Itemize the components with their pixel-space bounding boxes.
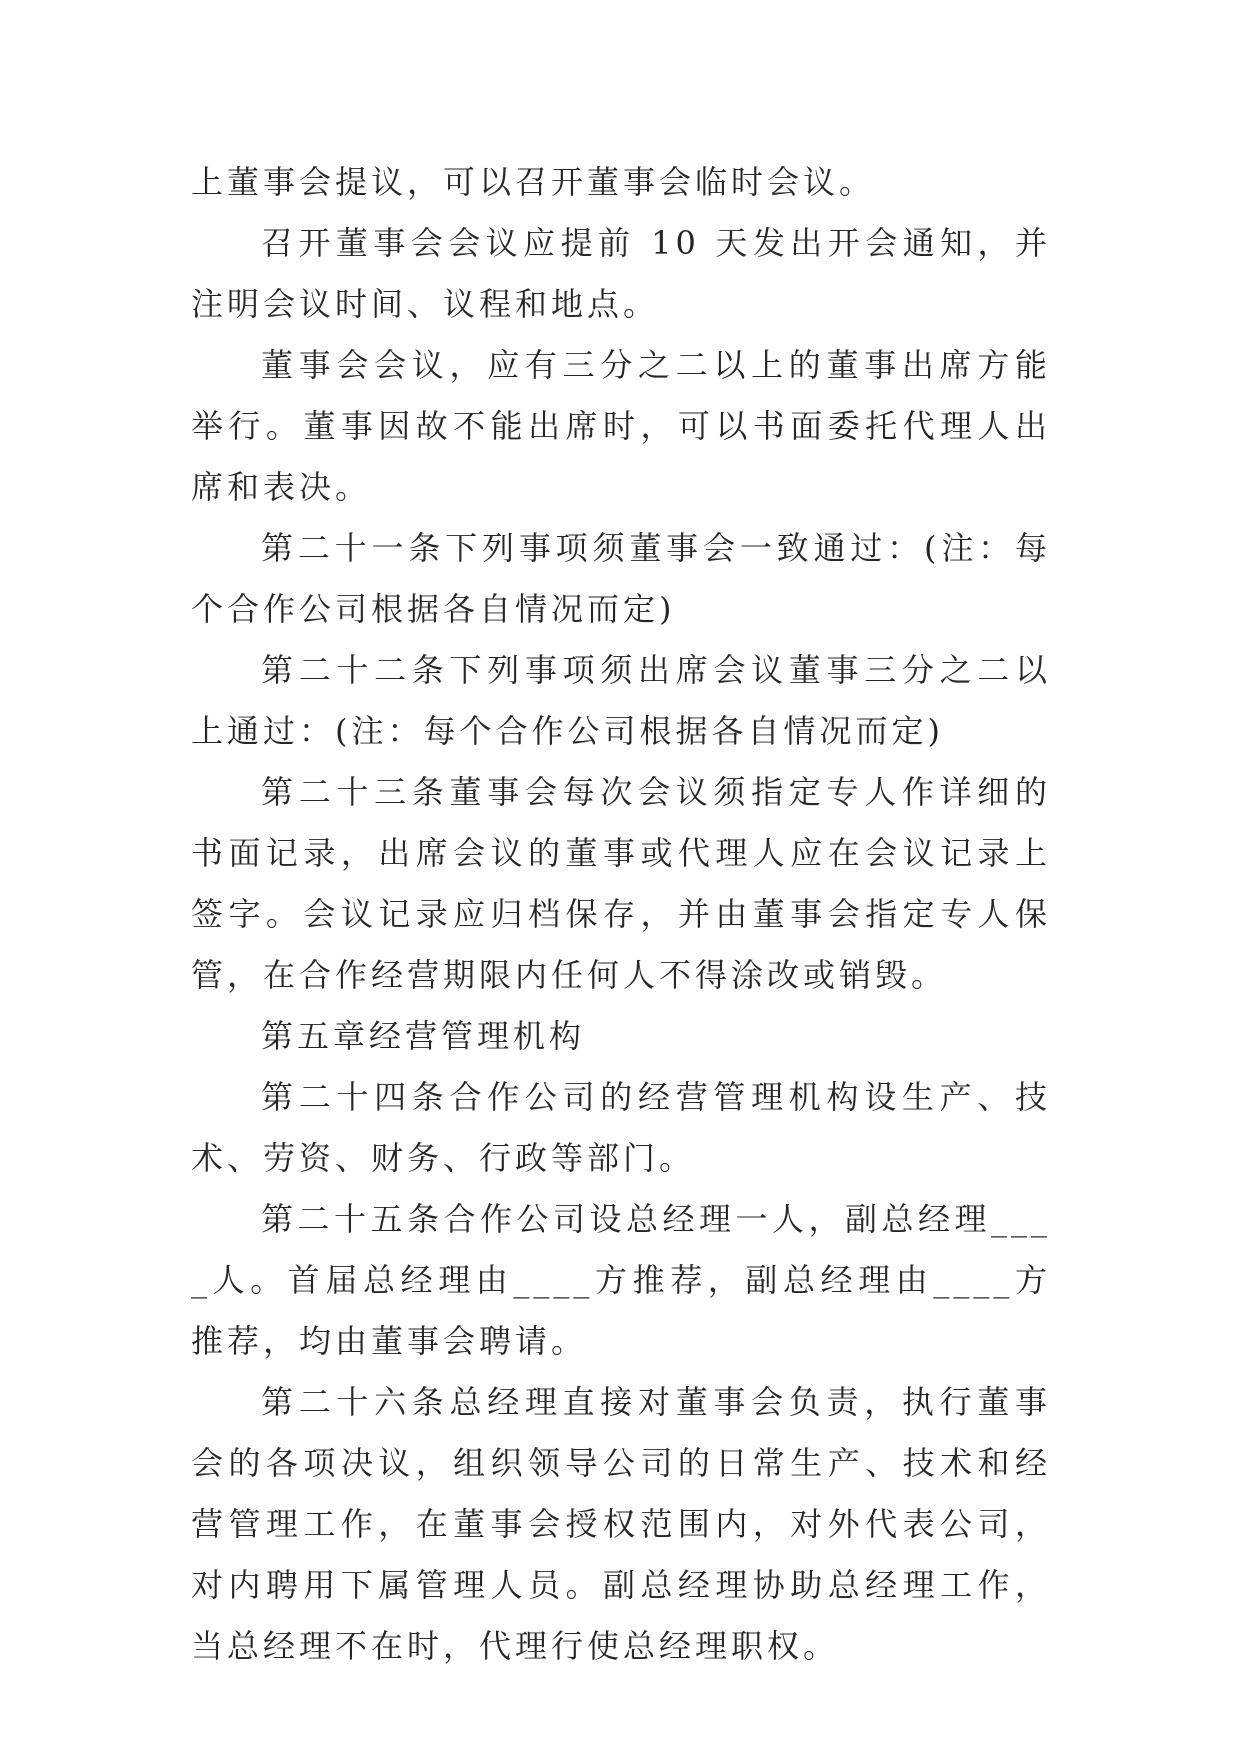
- article-23: 第二十三条董事会每次会议须指定专人作详细的书面记录，出席会议的董事或代理人应在会议记录上签字。会议记录应归档保存，并由董事会指定专人保管，在合作经营期限内任何人不得涂改或销毁。: [191, 773, 1051, 994]
- document-body: [191, 152, 1051, 1677]
- article-25: 第二十五条合作公司设总经理一人，副总经理____人。首届总经理由____方推荐，副总经理由____方推荐，均由董事会聘请。: [191, 1200, 1051, 1360]
- article-26: 第二十六条总经理直接对董事会负责，执行董事会的各项决议，组织领导公司的日常生产、技术和经营管理工作，在董事会授权范围内，对外代表公司，对内聘用下属管理人员。副总经理协助总经理工作，当总经理不在时，代理行使总经理职权。: [191, 1383, 1051, 1665]
- article-22: 第二十二条下列事项须出席会议董事三分之二以上通过：(注：每个合作公司根据各自情况而定): [191, 651, 1051, 750]
- paragraph-quorum: 董事会会议，应有三分之二以上的董事出席方能举行。董事因故不能出席时，可以书面委托代理人出席和表决。: [191, 346, 1051, 506]
- paragraph-meeting-notice: 召开董事会会议应提前 10 天发出开会通知，并注明会议时间、议程和地点。: [191, 224, 1051, 323]
- chapter-5-heading: 第五章经营管理机构: [261, 1017, 586, 1055]
- article-21: 第二十一条下列事项须董事会一致通过：(注：每个合作公司根据各自情况而定): [191, 529, 1051, 628]
- paragraph-continuation: 上董事会提议，可以召开董事会临时会议。: [191, 163, 876, 201]
- article-24: 第二十四条合作公司的经营管理机构设生产、技术、劳资、财务、行政等部门。: [191, 1078, 1051, 1177]
